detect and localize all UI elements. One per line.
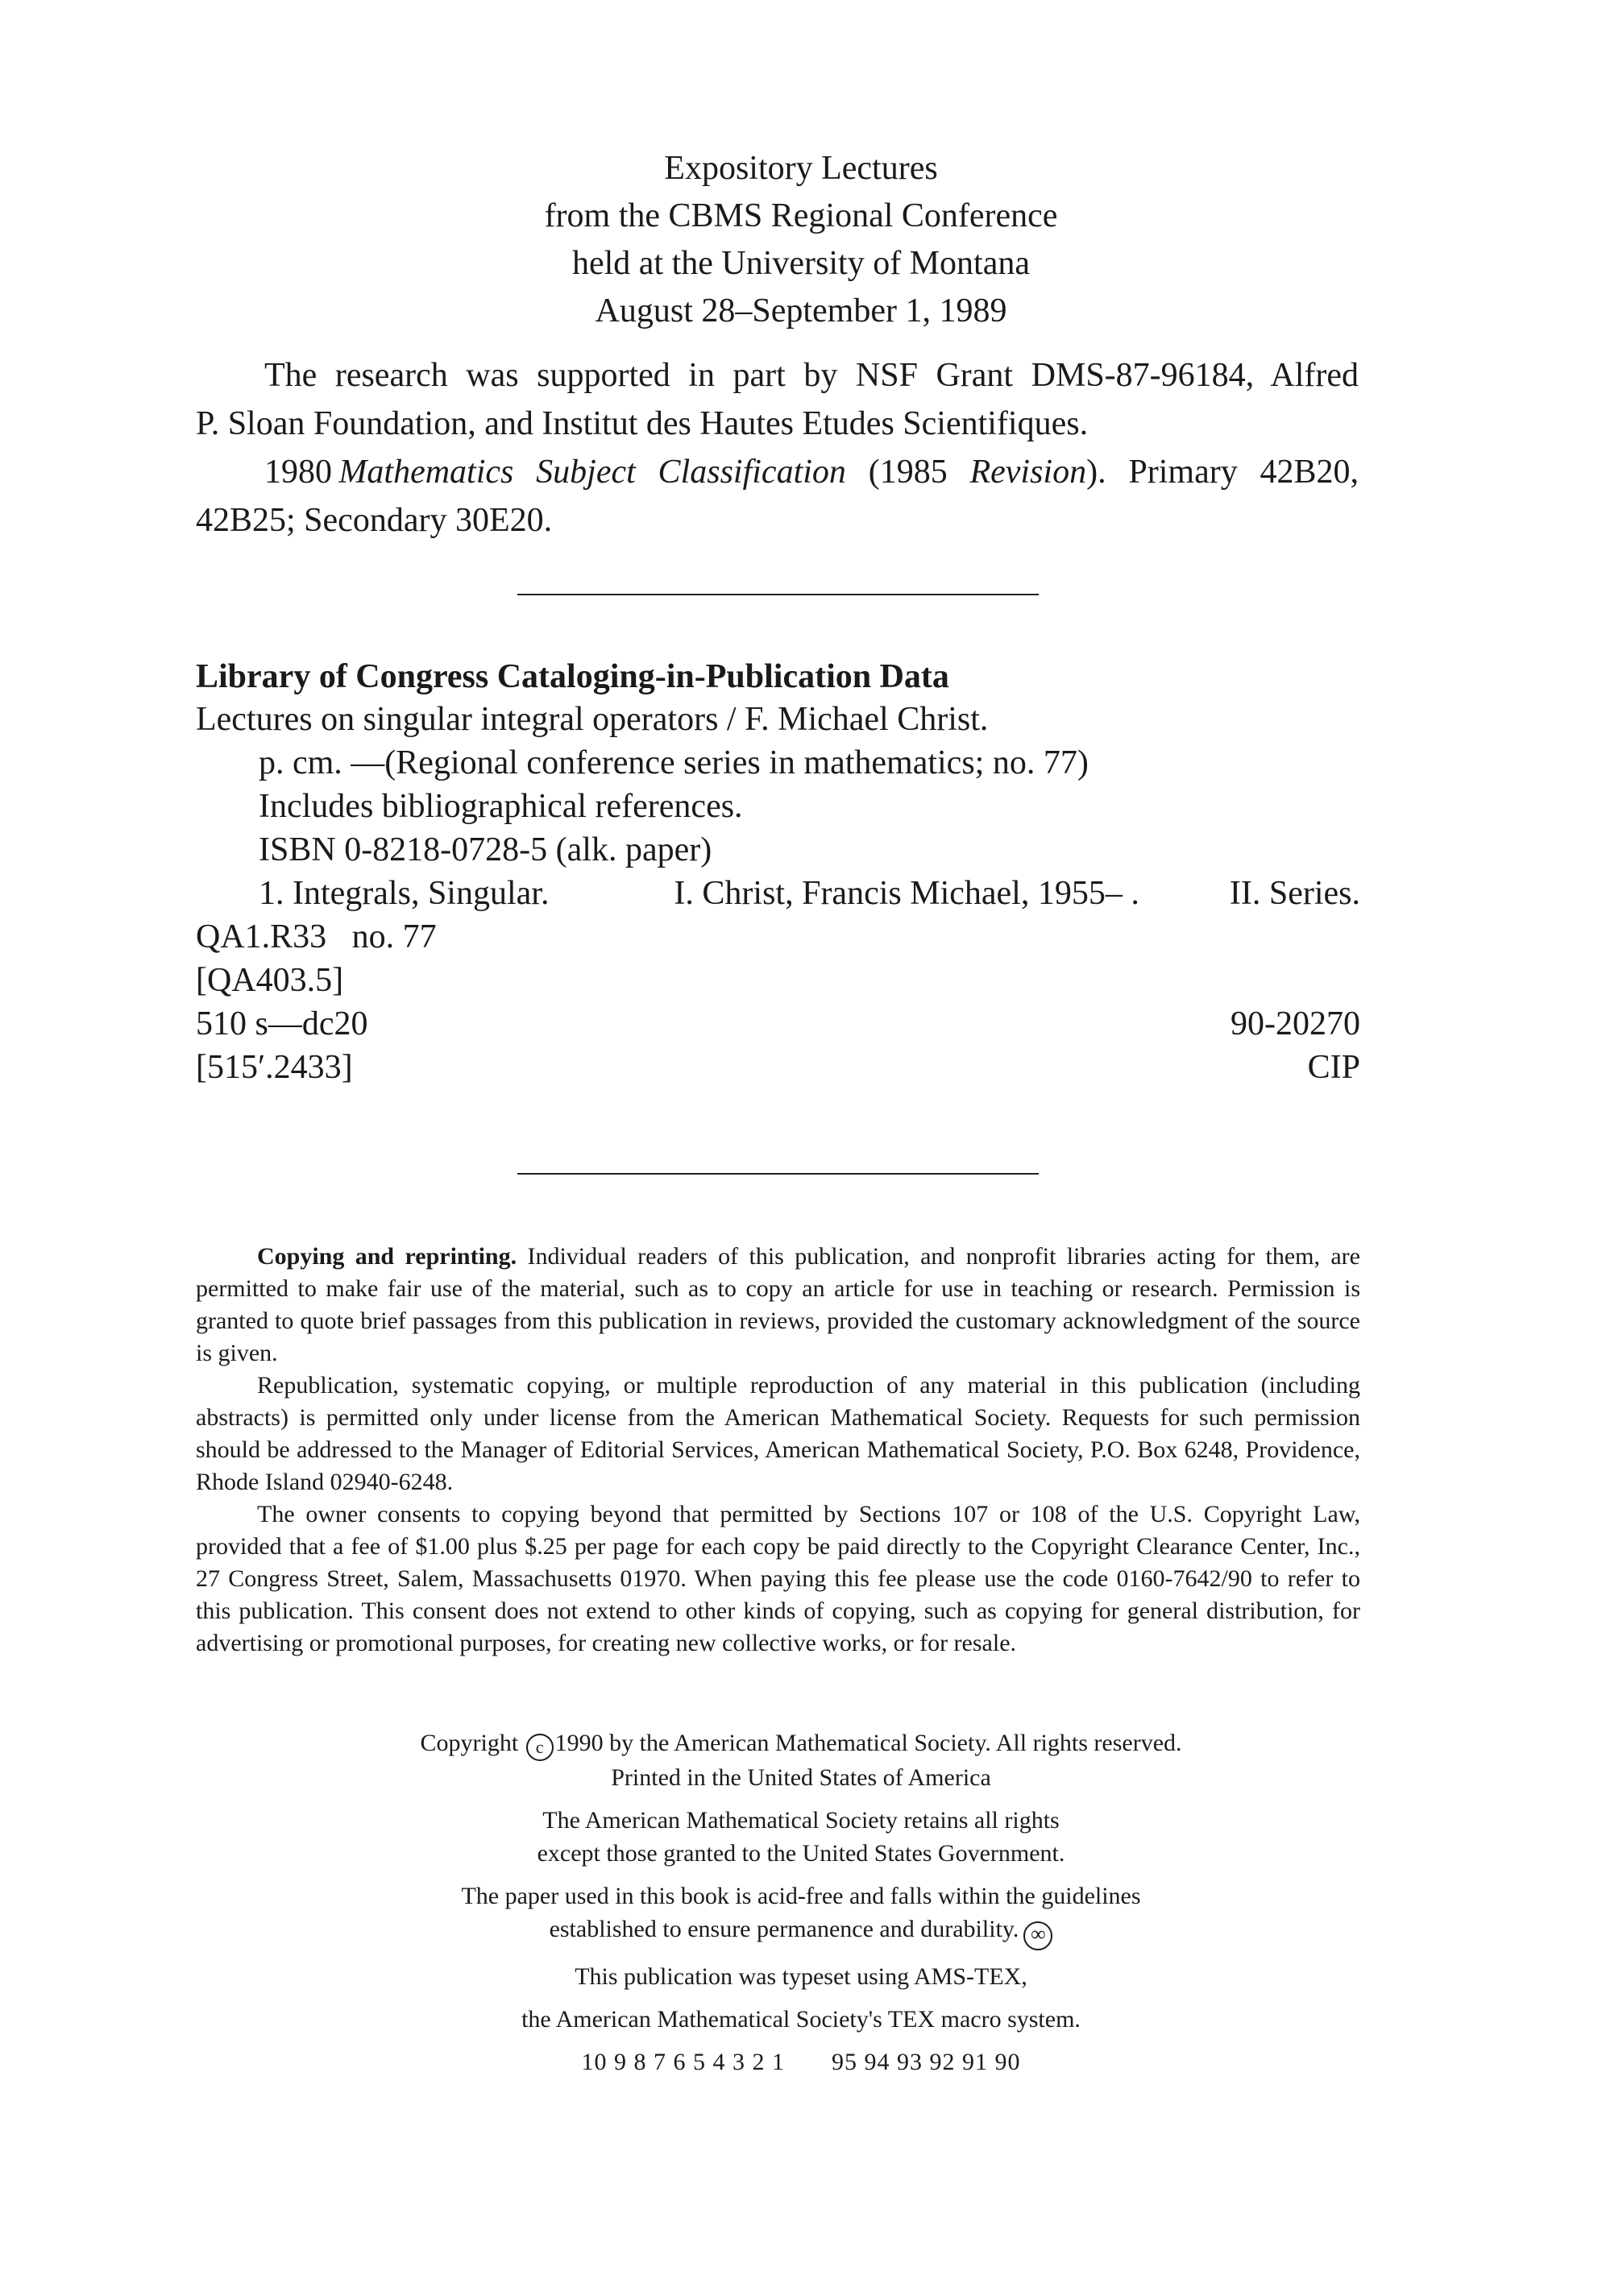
printing-numbers: 10 9 8 7 6 5 4 3 2 1 xyxy=(581,2049,785,2075)
conference-line: held at the University of Montana xyxy=(571,245,1031,282)
year-numbers: 95 94 93 92 91 90 xyxy=(832,2049,1021,2075)
msc-line-1 xyxy=(196,448,1359,496)
paper-line-2 xyxy=(0,1913,1602,1950)
support-block xyxy=(196,351,1359,545)
copyright-line xyxy=(0,1726,1602,1761)
grant-line-2: P. Sloan Foundation, and Institut des Hautes Etudes Scientifiques. xyxy=(196,405,1089,442)
cip-dewey-2: [515′.2433] xyxy=(196,1049,353,1086)
printed-line: Printed in the United States of America xyxy=(611,1764,991,1791)
cip-isbn-line: ISBN 0-8218-0728-5 (alk. paper) xyxy=(259,831,712,868)
cip-subject-1: 1. Integrals, Singular. xyxy=(259,875,550,912)
cip-dewey: 510 s—dc20 xyxy=(196,1005,368,1042)
copying-paragraph-3: The owner consents to copying beyond that permitted by Sections 107 or 108 of the U.S. Copyright Law, provided that a fee of $1.00 plus $.25 per page for each copy be paid directly to the Copyright Clearance Center, Inc., 27 Congress Street, Salem, Massachusetts 01970. When paying this fee please use the code 0160-7642/90 to refer to this publication. This consent does not extend to other kinds of copying, such as copying for general distribution, for advertising or promotional purposes, for creating new collective works, or for resale. xyxy=(196,1501,1360,1656)
rights-line-1: The American Mathematical Society retains all rights xyxy=(542,1807,1060,1834)
copying-notice xyxy=(196,1241,1360,1660)
msc-rev-close: ). xyxy=(1086,454,1106,491)
msc-line-2: 42B25; Secondary 30E20. xyxy=(196,502,553,539)
copying-paragraph-1 xyxy=(196,1241,1360,1370)
cip-series-line: p. cm. —(Regional conference series in mathematics; no. 77) xyxy=(259,744,1089,781)
printing-line xyxy=(0,2045,1602,2078)
cip-title-line: Lectures on singular integral operators / F. Michael Christ. xyxy=(196,701,989,738)
cip-call-number: QA1.R33 no. 77 xyxy=(196,918,437,955)
msc-primary: Primary 42B20, xyxy=(1128,454,1359,491)
copying-body: Individual readers of this publication, and nonprofit libraries acting for them, are permitted to make fair use of the material, such as to copy an article for use in teaching or research. Permission is granted to quote brief passages from this publication in reviews, provided the customary acknowledgment of the source is given. xyxy=(196,1243,1360,1366)
colophon xyxy=(0,1726,1602,2078)
typeset-line-2: the American Mathematical Society's TEX macro system. xyxy=(521,2006,1081,2033)
cip-call-number-2: [QA403.5] xyxy=(196,962,344,999)
cip-class-row xyxy=(196,1002,1360,1046)
copying-lead: Copying and reprinting. xyxy=(257,1243,517,1270)
copyright-word: Copyright xyxy=(420,1730,519,1756)
cip-subject-line xyxy=(196,872,1360,915)
divider-rule xyxy=(517,1173,1039,1175)
cip-subject-3: II. Series. xyxy=(1229,875,1360,912)
copyright-text: 1990 by the American Mathematical Society. All rights reserved. xyxy=(554,1730,1182,1756)
msc-year: 1980 xyxy=(264,454,332,491)
copying-paragraph-2: Republication, systematic copying, or multiple reproduction of any material in this publication (including abstracts) is permitted only under license from the American Mathematical Society. Requests for such permission should be addressed to the Manager of Editorial Services, American Mathematical Society, P.O. Box 6248, Providence, Rhode Island 02940-6248. xyxy=(196,1372,1360,1495)
rights-line-2: except those granted to the United States Government. xyxy=(537,1840,1065,1867)
cip-tag: CIP xyxy=(1307,1049,1360,1086)
msc-title: Mathematics Subject Classification xyxy=(338,454,846,491)
msc-rev-word: Revision xyxy=(969,454,1087,491)
divider-rule xyxy=(517,594,1039,595)
typeset-line-1: This publication was typeset using AMS-TEX, xyxy=(575,1963,1027,1990)
copyright-symbol-icon: c xyxy=(526,1734,554,1761)
cip-block xyxy=(196,698,1360,1089)
paper-line-1: The paper used in this book is acid-free and falls within the guidelines xyxy=(461,1883,1141,1909)
conference-dates: August 28–September 1, 1989 xyxy=(595,292,1007,329)
paper-text: established to ensure permanence and durability. xyxy=(549,1916,1019,1942)
cip-class-row-2 xyxy=(196,1046,1360,1089)
cip-biblio-line: Includes bibliographical references. xyxy=(259,788,743,825)
conference-line: from the CBMS Regional Conference xyxy=(544,197,1058,234)
conference-line: Expository Lectures xyxy=(664,150,938,187)
grant-line-1: The research was supported in part by NSF Grant DMS-87-96184, Alfred xyxy=(264,357,1359,394)
msc-rev-open: (1985 xyxy=(868,454,970,491)
cip-heading: Library of Congress Cataloging-in-Publication Data xyxy=(196,658,949,695)
cip-lccn: 90-20270 xyxy=(1231,1005,1360,1042)
infinity-symbol-icon: ∞ xyxy=(1023,1921,1052,1950)
conference-info xyxy=(0,145,1602,335)
cip-subject-2: I. Christ, Francis Michael, 1955– . xyxy=(674,875,1139,912)
